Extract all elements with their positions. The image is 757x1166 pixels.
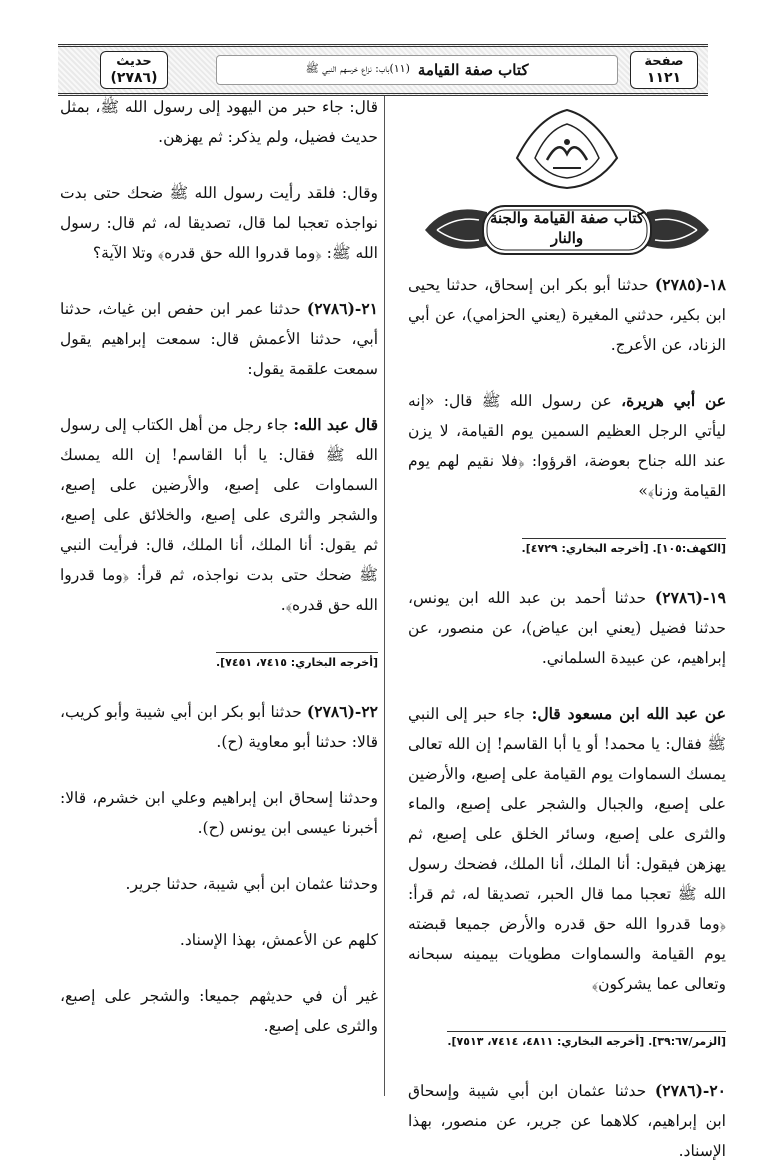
hadith-text: غير أن في حديثهم جميعا: والشجر على إصبع، والثرى على إصبع. bbox=[60, 987, 378, 1035]
hadith-paragraph bbox=[60, 294, 378, 384]
chapter-title: (١١)باب: نزاع خرسهم النبي ﷺ bbox=[305, 62, 410, 75]
hadith-text: حدثنا أبو بكر ابن إسحاق، حدثنا يحيى ابن بكير، حدثني المغيرة (يعني الحزامي)، عن أبي الزناد، عن الأعرج. bbox=[408, 276, 726, 354]
hadith-paragraph bbox=[60, 869, 378, 899]
left-column-text bbox=[60, 92, 378, 1041]
basmala-emblem-icon bbox=[507, 98, 627, 194]
hadith-paragraph bbox=[408, 1076, 726, 1166]
narrator-intro: عن أبي هريرة، bbox=[621, 391, 726, 410]
page-number: ١١٢١ bbox=[646, 70, 682, 86]
narrator-intro: عن عبد الله ابن مسعود قال: bbox=[531, 704, 726, 723]
hadith-text: حدثنا أبو بكر ابن أبي شيبة وأبو كريب، قالا: حدثنا أبو معاوية (ح). bbox=[60, 703, 378, 751]
header-title bbox=[216, 55, 618, 85]
hadith-number: ١٨-(٢٧٨٥) bbox=[654, 275, 726, 294]
hadith-paragraph bbox=[60, 925, 378, 955]
hadith-text: وقال: فلقد رأيت رسول الله ﷺ ضحك حتى بدت نواجذه تعجبا لما قال، تصديقا له، ثم قال: رسول الله ﷺ: ﴿وما قدروا الله حق قدره﴾ وتلا الآية؟ bbox=[60, 184, 378, 262]
left-column bbox=[60, 92, 378, 1092]
hadith-text: عن رسول الله ﷺ قال: «إنه ليأتي الرجل العظيم السمين يوم القيامة، لا يزن عند الله جناح بعوضة، اقرؤوا: ﴿فلا نقيم لهم يوم القيامة وزنا﴾» bbox=[408, 392, 726, 500]
page-header bbox=[58, 44, 708, 96]
hadith-text: حدثنا عثمان ابن أبي شيبة وإسحاق ابن إبراهيم، كلاهما عن جرير، عن منصور، بهذا الإسناد. bbox=[408, 1082, 726, 1160]
hadith-paragraph bbox=[408, 583, 726, 673]
right-column-text bbox=[408, 270, 726, 1166]
hadith-paragraph bbox=[60, 92, 378, 152]
hadith-paragraph bbox=[408, 270, 726, 360]
hadith-number-box bbox=[100, 51, 168, 89]
hadith-number: ٢١-(٢٧٨٦) bbox=[306, 299, 378, 318]
source-reference: [الكهف:١٠٥]. [أخرجه البخاري: ٤٧٢٩]. bbox=[522, 538, 726, 557]
column-divider bbox=[384, 96, 385, 1096]
source-reference: [الزمر/٣٩:٦٧]. [أخرجه البخاري: ٤٨١١، ٧٤١٤، ٧٥١٣]. bbox=[447, 1031, 726, 1050]
hadith-number: ٢٠-(٢٧٨٦) bbox=[654, 1081, 726, 1100]
hadith-label: حديث bbox=[116, 54, 152, 69]
narrator-intro: قال عبد الله: bbox=[293, 415, 378, 434]
hadith-number: ١٩-(٢٧٨٦) bbox=[654, 588, 726, 607]
banner-title: كتاب صفة القيامة والجنة والنار bbox=[489, 209, 645, 247]
book-title-banner bbox=[417, 198, 717, 260]
hadith-text: حدثنا أحمد بن عبد الله ابن يونس، حدثنا فضيل (يعني ابن عياض)، عن منصور، عن إبراهيم، عن عبيدة السلماني. bbox=[408, 589, 726, 667]
hadith-text: كلهم عن الأعمش، بهذا الإسناد. bbox=[179, 931, 378, 949]
page-label: صفحة bbox=[644, 54, 684, 69]
hadith-text: وحدثنا عثمان ابن أبي شيبة، حدثنا جرير. bbox=[125, 875, 378, 893]
hadith-paragraph bbox=[60, 783, 378, 843]
hadith-paragraph bbox=[408, 386, 726, 506]
book-title: كتاب صفة القيامة bbox=[417, 61, 529, 79]
hadith-number: (٢٧٨٦) bbox=[110, 70, 158, 86]
hadith-text: وحدثنا إسحاق ابن إبراهيم وعلي ابن خشرم، قالا: أخبرنا عيسى ابن يونس (ح). bbox=[60, 789, 378, 837]
hadith-text: قال: جاء حبر من اليهود إلى رسول الله ﷺ، بمثل حديث فضيل، ولم يذكر: ثم يهزهن. bbox=[60, 98, 378, 146]
source-reference: [أخرجه البخاري: ٧٤١٥، ٧٤٥١]. bbox=[216, 652, 378, 671]
hadith-text: حدثنا عمر ابن حفص ابن غياث، حدثنا أبي، حدثنا الأعمش قال: سمعت إبراهيم يقول سمعت علقمة يقول: bbox=[60, 300, 378, 378]
hadith-paragraph bbox=[60, 981, 378, 1041]
hadith-text: جاء رجل من أهل الكتاب إلى رسول الله ﷺ فقال: يا أبا القاسم! إن الله يمسك السماوات على إصبع، والأرضين على إصبع، والشجر والثرى على إصبع، والخلائق على إصبع، ثم يقول: أنا الملك، أنا الملك، قال: فرأيت النبي ﷺ ضحك حتى بدت نواجذه، ثم قرأ: ﴿وما قدروا الله حق قدره﴾. bbox=[60, 416, 378, 614]
hadith-paragraph bbox=[60, 697, 378, 757]
hadith-paragraph bbox=[408, 699, 726, 999]
right-column bbox=[408, 92, 726, 1160]
hadith-text: جاء حبر إلى النبي ﷺ فقال: يا محمد! أو يا أبا القاسم! إن الله تعالى يمسك السماوات يوم القيامة على إصبع، والأرضين على إصبع، والجبال والشجر على إصبع، والماء والثرى على إصبع، وسائر الخلق على إصبع، ثم يهزهن فيقول: أنا الملك، أنا الملك، فضحك رسول الله ﷺ تعجبا مما قال الحبر، تصديقا له، ثم قرأ: ﴿وما قدروا الله حق قدره والأرض جميعا قبضته يوم القيامة والسماوات مطويات بيمينه سبحانه وتعالى عما يشركون﴾ bbox=[408, 705, 726, 993]
hadith-paragraph bbox=[60, 178, 378, 268]
hadith-number: ٢٢-(٢٧٨٦) bbox=[306, 702, 378, 721]
hadith-paragraph bbox=[60, 410, 378, 620]
page-number-box bbox=[630, 51, 698, 89]
